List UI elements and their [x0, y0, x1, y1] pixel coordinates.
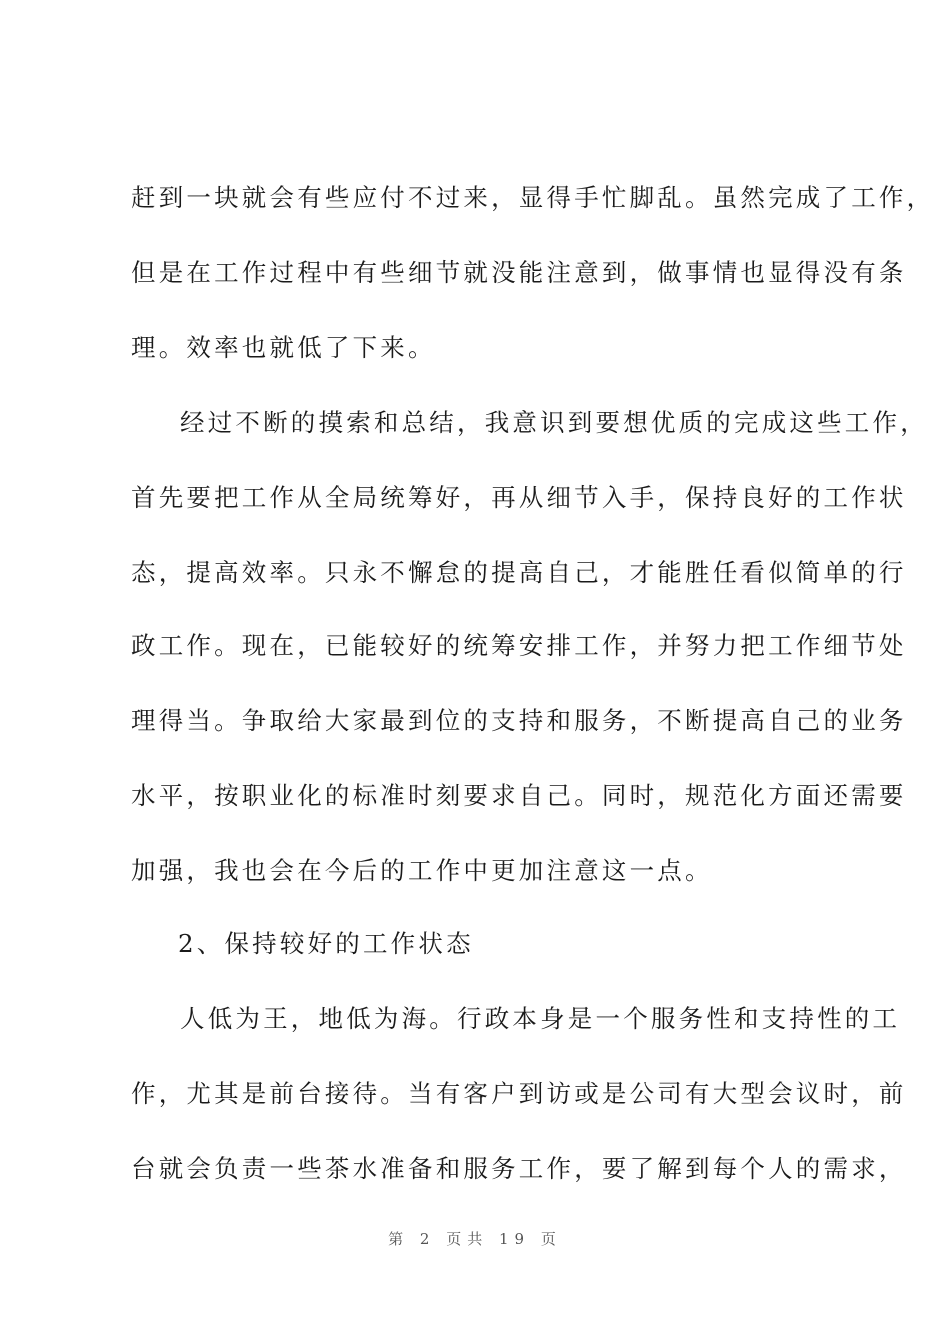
text-line-9: 水平，按职业化的标准时刻要求自己。同时，规范化方面还需要	[131, 781, 907, 810]
text-line-4-paragraph-start: 经过不断的摸索和总结，我意识到要想优质的完成这些工作，	[180, 408, 928, 437]
text-line-1: 赶到一块就会有些应付不过来，显得手忙脚乱。虽然完成了工作，	[131, 183, 935, 212]
text-line-14: 台就会负责一些茶水准备和服务工作，要了解到每个人的需求，	[131, 1154, 907, 1183]
text-line-13: 作，尤其是前台接待。当有客户到访或是公司有大型会议时，前	[131, 1079, 907, 1108]
text-line-5: 首先要把工作从全局统筹好，再从细节入手，保持良好的工作状	[131, 483, 907, 512]
text-line-7: 政工作。现在，已能较好的统筹安排工作，并努力把工作细节处	[131, 631, 907, 660]
section-heading: 2、保持较好的工作状态	[178, 929, 474, 958]
text-line-10: 加强，我也会在今后的工作中更加注意这一点。	[131, 856, 713, 885]
text-line-8: 理得当。争取给大家最到位的支持和服务，不断提高自己的业务	[131, 706, 907, 735]
text-line-3: 理。效率也就低了下来。	[131, 333, 436, 362]
text-line-12-paragraph-start: 人低为王，地低为海。行政本身是一个服务性和支持性的工	[180, 1004, 901, 1033]
text-line-2: 但是在工作过程中有些细节就没能注意到，做事情也显得没有条	[131, 258, 907, 287]
text-line-6: 态，提高效率。只永不懈怠的提高自己，才能胜任看似简单的行	[131, 558, 907, 587]
page-number-footer: 第 2 页共 19 页	[388, 1230, 562, 1248]
